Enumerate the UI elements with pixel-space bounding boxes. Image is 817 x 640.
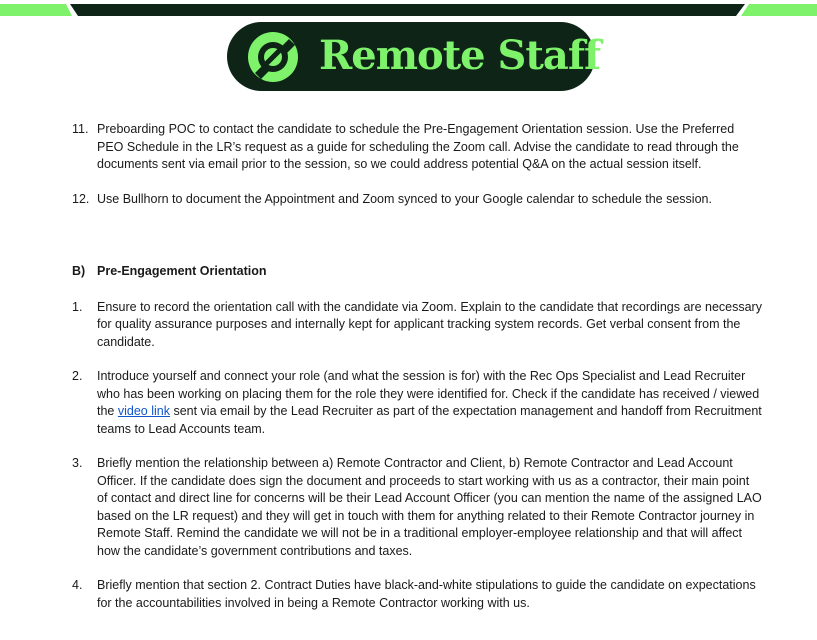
list-number: 11. [72,122,89,136]
list-item-11 [72,121,772,174]
logo-wordmark: Remote Staff [319,32,601,79]
section-label: B) [72,264,86,278]
header-band [0,0,817,20]
logo-mark-icon [245,29,301,85]
list-item-2 [72,368,772,438]
header-stripe-center [70,4,745,16]
text-segment: Introduce yourself and connect your role (and what the session is for) with the Rec Ops Specialist and Lead Recruiter who has been working on placing them for the role they were identified for. Check if the candidate has received / viewed the [97,369,760,418]
list-item-1 [72,299,772,352]
remote-staff-logo [227,22,601,91]
list-text: Preboarding POC to contact the candidate to schedule the Pre-Engagement Orientation session. Use the Preferred PEO Schedule in the LR’s request as a guide for scheduling the Zoom call. Advise the candidate to read through the documents sent via email prior to the session, so we could address potential Q&A on the actual session itself. [97,122,739,171]
list-number: 4. [72,578,83,592]
list-item-4 [72,577,772,612]
list-number: 3. [72,456,83,470]
video-link[interactable]: video link [117,404,170,418]
list-number: 1. [72,299,83,314]
list-item-3 [72,455,772,560]
document-body [72,121,772,612]
list-text: Briefly mention the relationship between a) Remote Contractor and Client, b) Remote Contractor and Lead Account Officer. If the candidate does sign the document and proceeds to start working with us as a contractor, their main point of contact and direct line for concerns will be their Lead Account Officer (you can mention the name of the assigned LAO based on the LR request) and they will get in touch with them for anything related to their Remote Contractor journey in Remote Staff. Remind the candidate we will not be in a traditional employer-employee relationship and that will affect how the candidate’s government contributions and taxes. [97,456,762,558]
list-text: Ensure to record the orientation call with the candidate via Zoom. Explain to the candidate that recordings are necessary for quality assurance purposes and internally kept for applicant tracking system records. Get verbal consent from the candidate. [97,299,762,349]
list-number: 12. [72,191,90,206]
text-segment: sent via email by the Lead Recruiter as part of the expectation management and handoff from Recruitment teams to Lead Accounts team. [97,404,762,436]
list-text [97,368,762,438]
list-text: Briefly mention that section 2. Contract Duties have black-and-white stipulations to guide the candidate on expectations for the accountabilities involved in being a Remote Contractor working with us. [97,578,756,610]
section-title: Pre-Engagement Orientation [97,264,267,278]
section-heading [72,263,772,281]
list-item-12 [72,191,772,209]
list-number: 2. [72,369,83,383]
header-stripe-left [0,4,72,16]
list-text: Use Bullhorn to document the Appointment and Zoom synced to your Google calendar to schedule the session. [97,191,712,206]
header-stripe-right [741,4,817,16]
